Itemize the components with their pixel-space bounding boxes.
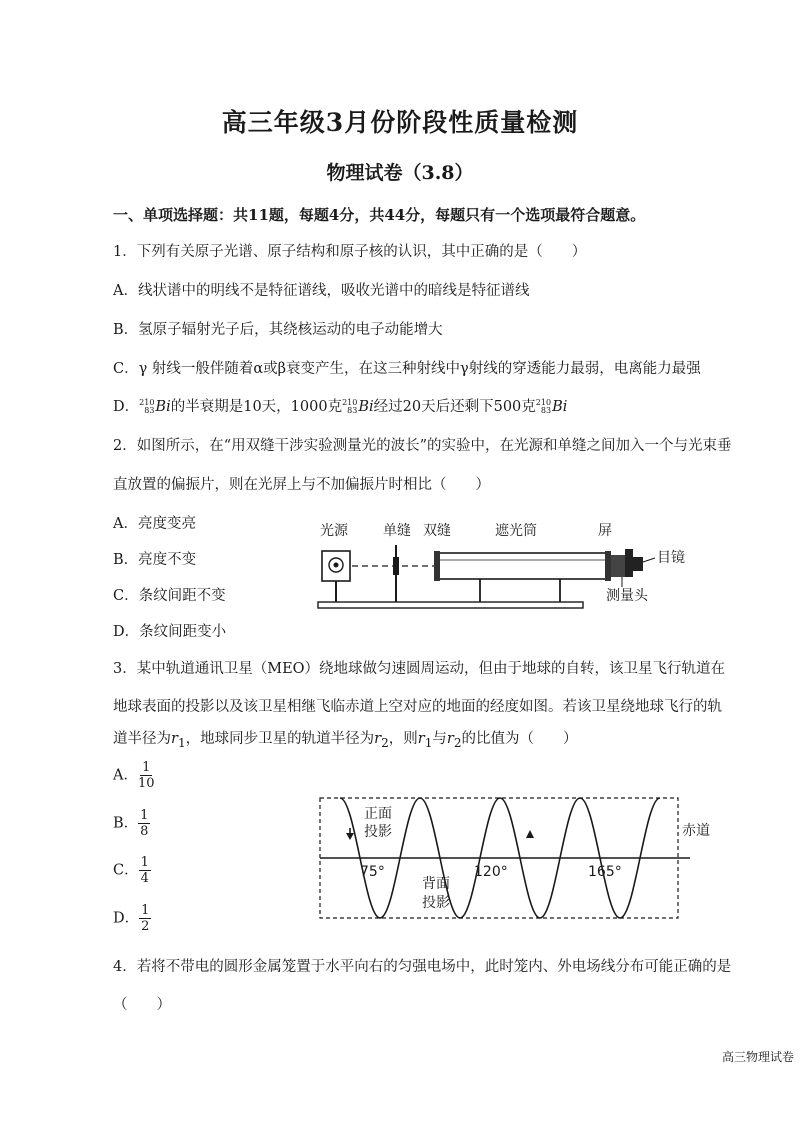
- q3-option-c: C． $\frac{1}{4}$: [113, 855, 149, 886]
- q4-answer-paren: （ ）: [113, 997, 171, 1013]
- section-heading: 一、单项选择题：共11题，每题4分，共44分，每题只有一个选项最符合题意。: [113, 206, 646, 224]
- exam-title: 高三年级3月份阶段性质量检测: [221, 108, 579, 137]
- q2-option-b: B．亮度不变: [113, 552, 197, 568]
- q3-stem-line3: 道半径为$r_1$，地球同步卫星的轨道半径为$r_2$，则$r_1$与$r_2$的比值为（ ）: [113, 731, 578, 750]
- nuclide-notation: 210 83: [139, 398, 155, 415]
- q2-option-c: C．条纹间距不变: [113, 588, 226, 604]
- q1-option-d: [113, 395, 567, 416]
- q2-stem-line1: 2．如图所示，在“用双缝干涉实验测量光的波长”的实验中，在光源和单缝之间加入一个与光束垂: [113, 438, 732, 454]
- q3-option-a: A． $\frac{1}{10}$: [113, 760, 155, 791]
- double-slit-icon: [434, 551, 440, 581]
- q1-d-prefix: D．: [113, 399, 140, 415]
- element-symbol: Bi: [155, 399, 171, 415]
- q3-stem-line1: 3．某中轨道通讯卫星（MEO）绕地球做匀速圆周运动，但由于地球的自转，该卫星飞行轨道在: [113, 661, 726, 677]
- track-arrow: [346, 833, 354, 840]
- element-symbol: Bi: [552, 399, 568, 415]
- light-tube-icon: [434, 551, 611, 602]
- label-longitude-165: 165°: [588, 864, 622, 880]
- track-arrow: [526, 830, 534, 838]
- q2-option-d: D．条纹间距变小: [113, 624, 227, 640]
- q3-stem-line2: 地球表面的投影以及该卫星相继飞临赤道上空对应的地面的经度如图。若该卫星绕地球飞行的轨: [113, 699, 722, 715]
- q2-option-a: A．亮度变亮: [113, 516, 196, 532]
- q1-option-c: C．γ 射线一般伴随着α或β衰变产生，在这三种射线中γ射线的穿透能力最弱，电离能力最强: [113, 361, 701, 377]
- label-double-slit: 双缝: [423, 523, 451, 539]
- single-slit-icon: [393, 545, 399, 602]
- optical-rail: [318, 602, 583, 608]
- nuclide-notation: 210 83: [535, 398, 552, 415]
- label-longitude-120: 120°: [474, 864, 508, 880]
- q1-option-b: B．氢原子辐射光子后，其绕核运动的电子动能增大: [113, 322, 443, 338]
- label-front-projection-2: 投影: [364, 824, 392, 840]
- q1-d-text1: 的半衰期是10天，1000克: [170, 399, 343, 415]
- nuclide-notation: 210 83: [342, 398, 358, 415]
- element-symbol: Bi: [358, 399, 374, 415]
- label-light-tube: 遮光筒: [495, 523, 537, 539]
- double-slit-apparatus-figure: [300, 515, 700, 625]
- exam-subtitle: 物理试卷（3.8）: [326, 162, 474, 184]
- q4-stem: 4．若将不带电的圆形金属笼置于水平向右的匀强电场中，此时笼内、外电场线分布可能正确的是: [113, 959, 732, 975]
- q3-option-d: D． $\frac{1}{2}$: [113, 903, 150, 934]
- q1-stem: 1．下列有关原子光谱、原子结构和原子核的认识，其中正确的是（ ）: [113, 244, 587, 260]
- label-light-source: 光源: [320, 523, 348, 539]
- r2-symbol: r: [374, 731, 382, 747]
- label-equator: 赤道: [682, 823, 710, 839]
- q1-d-text2: 经过20天后还剩下500克: [373, 399, 536, 415]
- page-footer: 高三物理试卷: [721, 1050, 794, 1064]
- light-source-icon: [322, 551, 350, 602]
- label-front-projection-1: 正面: [364, 806, 392, 822]
- label-back-projection-1: 背面: [422, 876, 450, 892]
- r1-symbol: r: [171, 731, 178, 747]
- label-measuring-head: 测量头: [606, 588, 648, 604]
- label-screen: 屏: [598, 523, 612, 539]
- q2-stem-line2: 直放置的偏振片，则在光屏上与不加偏振片时相比（ ）: [113, 477, 490, 493]
- q1-option-a: A．线状谱中的明线不是特征谱线，吸收光谱中的暗线是特征谱线: [113, 283, 530, 299]
- label-single-slit: 单缝: [383, 523, 411, 539]
- ground-track-figure: [310, 790, 730, 925]
- label-longitude-75: 75°: [360, 864, 385, 880]
- label-back-projection-2: 投影: [422, 895, 450, 911]
- q3-option-b: B． $\frac{1}{8}$: [113, 808, 149, 839]
- eyepiece-icon: [611, 549, 655, 587]
- label-eyepiece: 目镜: [657, 550, 685, 566]
